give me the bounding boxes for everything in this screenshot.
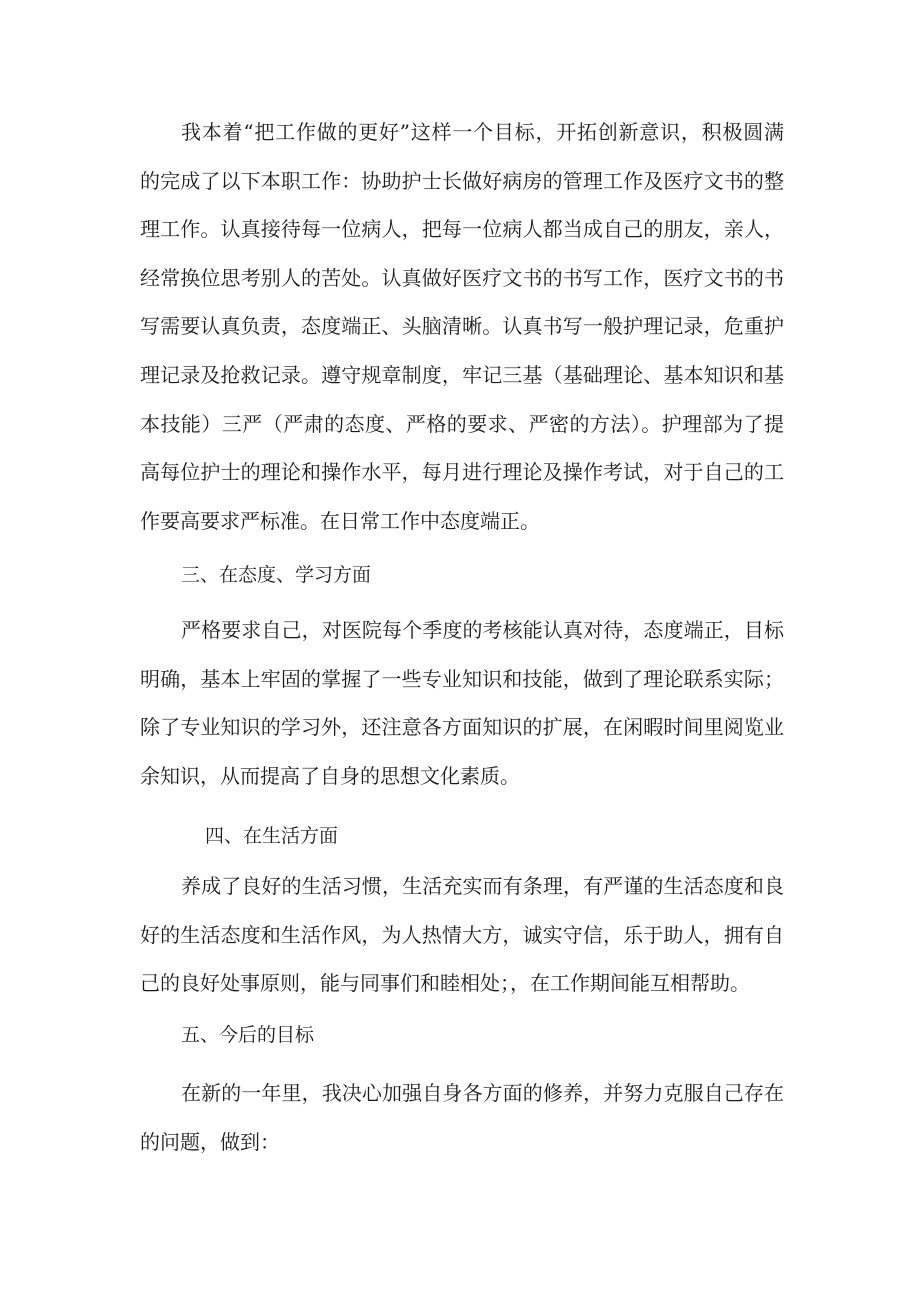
paragraph-line: 理记录及抢救记录。遵守规章制度，牢记三基（基础理论、基本知识和基 (140, 362, 784, 387)
paragraph-line: 除了专业知识的学习外，还注意各方面知识的扩展，在闲暇时间里阅览业 (140, 715, 784, 740)
section-heading-attitude-study: 三、在态度、学习方面 (181, 564, 372, 586)
paragraph-line: 作要高要求严标准。在日常工作中态度端正。 (140, 508, 540, 533)
paragraph-line: 养成了良好的生活习惯，生活充实而有条理，有严谨的生活态度和良 (181, 874, 784, 898)
paragraph-line: 理工作。认真接待每一位病人，把每一位病人都当成自己的朋友，亲人， (140, 217, 784, 242)
paragraph-line: 余知识，从而提高了自身的思想文化素质。 (140, 763, 520, 788)
paragraph-line: 明确，基本上牢固的掌握了一些专业知识和技能，做到了理论联系实际； (140, 666, 784, 691)
section-heading-life: 四、在生活方面 (205, 825, 339, 847)
paragraph-attitude-study (140, 606, 784, 800)
paragraph-line: 的完成了以下本职工作：协助护士长做好病房的管理工作及医疗文书的整 (140, 168, 784, 193)
paragraph-work-duties (140, 108, 784, 545)
paragraph-line: 经常换位思考别人的苦处。认真做好医疗文书的书写工作，医疗文书的书 (140, 265, 784, 290)
paragraph-line: 己的良好处事原则，能与同事们和睦相处；，在工作期间能互相帮助。 (140, 971, 750, 996)
paragraph-line: 在新的一年里，我决心加强自身各方面的修养，并努力克服自己存在 (181, 1081, 784, 1105)
paragraph-line: 高每位护士的理论和操作水平，每月进行理论及操作考试，对于自己的工 (140, 460, 784, 485)
paragraph-line: 好的生活态度和生活作风，为人热情大方，诚实守信，乐于助人，拥有自 (140, 922, 784, 947)
paragraph-line: 严格要求自己，对医院每个季度的考核能认真对待，态度端正，目标 (181, 618, 784, 642)
paragraph-life (140, 862, 784, 1008)
paragraph-line: 的问题，做到： (140, 1129, 280, 1154)
paragraph-line: 本技能）三严（严肃的态度、严格的要求、严密的方法）。护理部为了提 (140, 411, 784, 436)
section-heading-future-goals: 五、今后的目标 (181, 1024, 315, 1046)
paragraph-future-goals (140, 1069, 784, 1166)
paragraph-line: 我本着“把工作做的更好”这样一个目标，开拓创新意识，积极圆满 (181, 120, 784, 144)
paragraph-line: 写需要认真负责，态度端正、头脑清晰。认真书写一般护理记录，危重护 (140, 314, 784, 339)
